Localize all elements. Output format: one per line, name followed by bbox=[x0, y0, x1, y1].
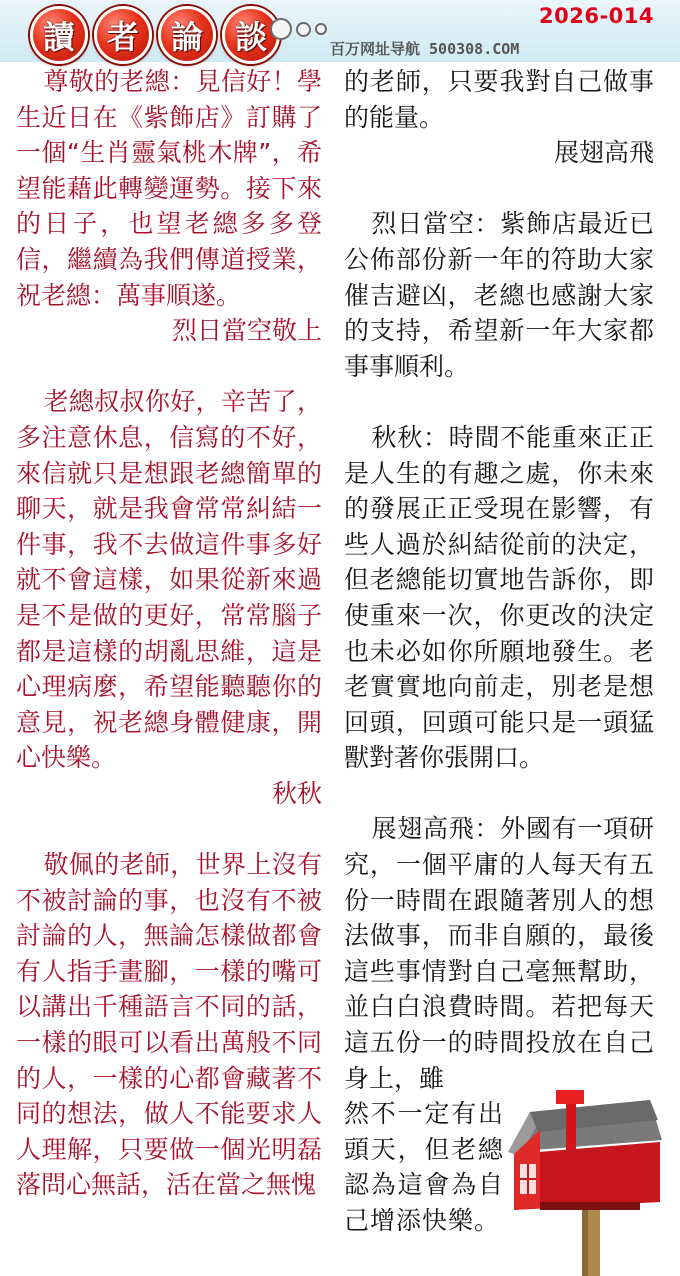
circle-icon bbox=[270, 18, 292, 40]
decorative-dots bbox=[270, 18, 327, 40]
circle-icon bbox=[296, 22, 311, 37]
watermark-site: 百万网址导航 500308.COM bbox=[330, 40, 520, 58]
left-column bbox=[16, 64, 322, 1203]
reply-body: 烈日當空：紫飾店最近已公佈部份新一年的符助大家催吉避凶，老總也感謝大家的支持，希望新一年大家都事事順利。 bbox=[344, 209, 654, 381]
column-title bbox=[30, 6, 280, 64]
reply-body: 展翅高飛：外國有一項研究，一個平庸的人每天有五份一時間在跟隨著別人的想法做事，而非自願的，最後這些事情對自己毫無幫助，並白白浪費時間。若把每天這五份一的時間投放在自己身上，雖 bbox=[344, 814, 654, 1093]
letter-signature: 秋秋 bbox=[271, 778, 322, 808]
letter-signature: 烈日當空敬上 bbox=[171, 316, 322, 346]
letter-body: 老總叔叔你好，辛苦了，多注意休息，信寫的不好，來信就只是想跟老總簡單的聊天，就是我會常常糾結一件事，我不去做這件事多好就不會這樣，如果從新來過是不是做的更好，常常腦子都是這樣的胡亂思維，這是心理病麼，希望能聽聽你的意見，祝老總身體健康，開心快樂。 bbox=[16, 387, 322, 773]
mailbox-icon bbox=[500, 1090, 670, 1276]
letter-signature: 展翅高飛 bbox=[553, 138, 654, 168]
letter-body: 敬佩的老師，世界上沒有不被討論的事，也沒有不被討論的人，無論怎樣做都會有人指手畫腳，一樣的嘴可以講出千種語言不同的話，一樣的眼可以看出萬般不同的人，一樣的心都會藏著不同的想法，做人不能要求人人理解，只要做一個光明磊落問心無話，活在當之無愧 bbox=[16, 850, 322, 1200]
letter-body-continued: 的老師，只要我對自己做事的能量。 bbox=[344, 67, 654, 132]
issue-number: 2026-014 bbox=[539, 4, 654, 28]
title-badge: 者 bbox=[94, 6, 152, 64]
header-bar bbox=[0, 0, 680, 62]
reply-body: 秋秋：時間不能重來正正是人生的有趣之處，你未來的發展正正受現在影響，有些人過於糾結從前的決定，但老總能切實地告訴你，即使重來一次，你更改的決定也未必如你所願地發生。老老實實地向前走，別老是想回頭，回頭可能只是一頭猛獸對著你張開口。 bbox=[344, 422, 654, 773]
title-badge: 論 bbox=[158, 6, 216, 64]
title-badge: 談 bbox=[222, 6, 280, 64]
circle-icon bbox=[315, 23, 327, 35]
right-column bbox=[344, 64, 654, 1239]
reply-body-tail: 然不一定有出頭天，但老總認為這會為自己增添快樂。 bbox=[344, 1099, 504, 1235]
letter-body: 尊敬的老總：見信好！學生近日在《紫飾店》訂購了一個“生肖靈氣桃木牌”，希望能藉此轉變運勢。接下來的日子，也望老總多多登信，繼續為我們傳道授業，祝老總：萬事順遂。 bbox=[16, 67, 322, 310]
title-badge: 讀 bbox=[30, 6, 88, 64]
